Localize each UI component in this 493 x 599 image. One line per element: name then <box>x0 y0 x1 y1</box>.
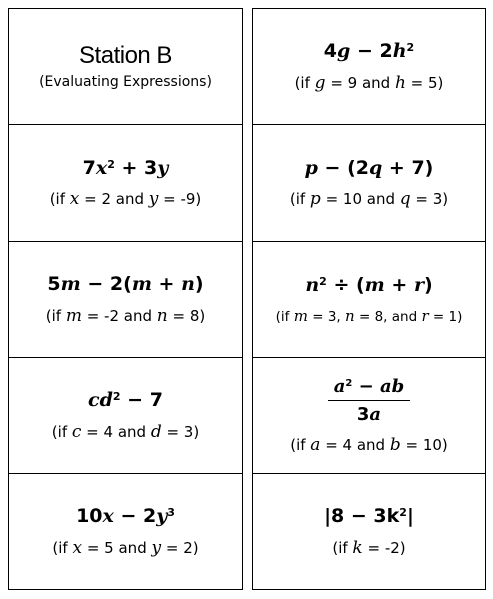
condition: (if g = 9 and h = 5) <box>294 72 444 93</box>
expression-card <box>252 473 486 590</box>
expression: p − (2q + 7) <box>304 156 434 179</box>
expression-card <box>252 124 486 242</box>
condition: (if x = 5 and y = 2) <box>52 537 199 558</box>
station-title: Station B <box>79 42 172 70</box>
fraction-expression <box>328 376 411 425</box>
expression-card <box>8 241 243 358</box>
condition: (if m = 3, n = 8, and r = 1) <box>275 306 463 325</box>
station-subtitle: (Evaluating Expressions) <box>39 73 212 90</box>
expression: $4g - 2h^2$ <box>323 40 415 63</box>
expression: $7x^2 + 3y$ <box>82 156 169 179</box>
condition: (if a = 4 and b = 10) <box>290 435 448 455</box>
condition: (if m = -2 and n = 8) <box>45 305 206 326</box>
expression: $10x - 2y^3$ <box>76 505 175 528</box>
expression-card <box>8 473 243 590</box>
condition: (if c = 4 and d = 3) <box>51 421 200 442</box>
expression-card <box>8 124 243 242</box>
station-title-card <box>8 8 243 125</box>
expression: $n^2 \div (m + r)$ <box>305 274 433 297</box>
condition: (if k = -2) <box>332 537 406 558</box>
expression: $cd^2 - 7$ <box>88 389 163 412</box>
expression: $|8 - 3k^2|$ <box>324 505 414 528</box>
condition: (if x = 2 and y = -9) <box>49 189 202 210</box>
numerator: $a^2$ − ab <box>328 376 411 401</box>
expression-card <box>252 241 486 358</box>
expression: 5m − 2(m + n) <box>47 273 204 296</box>
condition: (if p = 10 and q = 3) <box>289 189 449 210</box>
expression-card <box>252 8 486 125</box>
expression-card <box>252 357 486 474</box>
denominator: 3a <box>356 404 382 425</box>
expression-card <box>8 357 243 474</box>
